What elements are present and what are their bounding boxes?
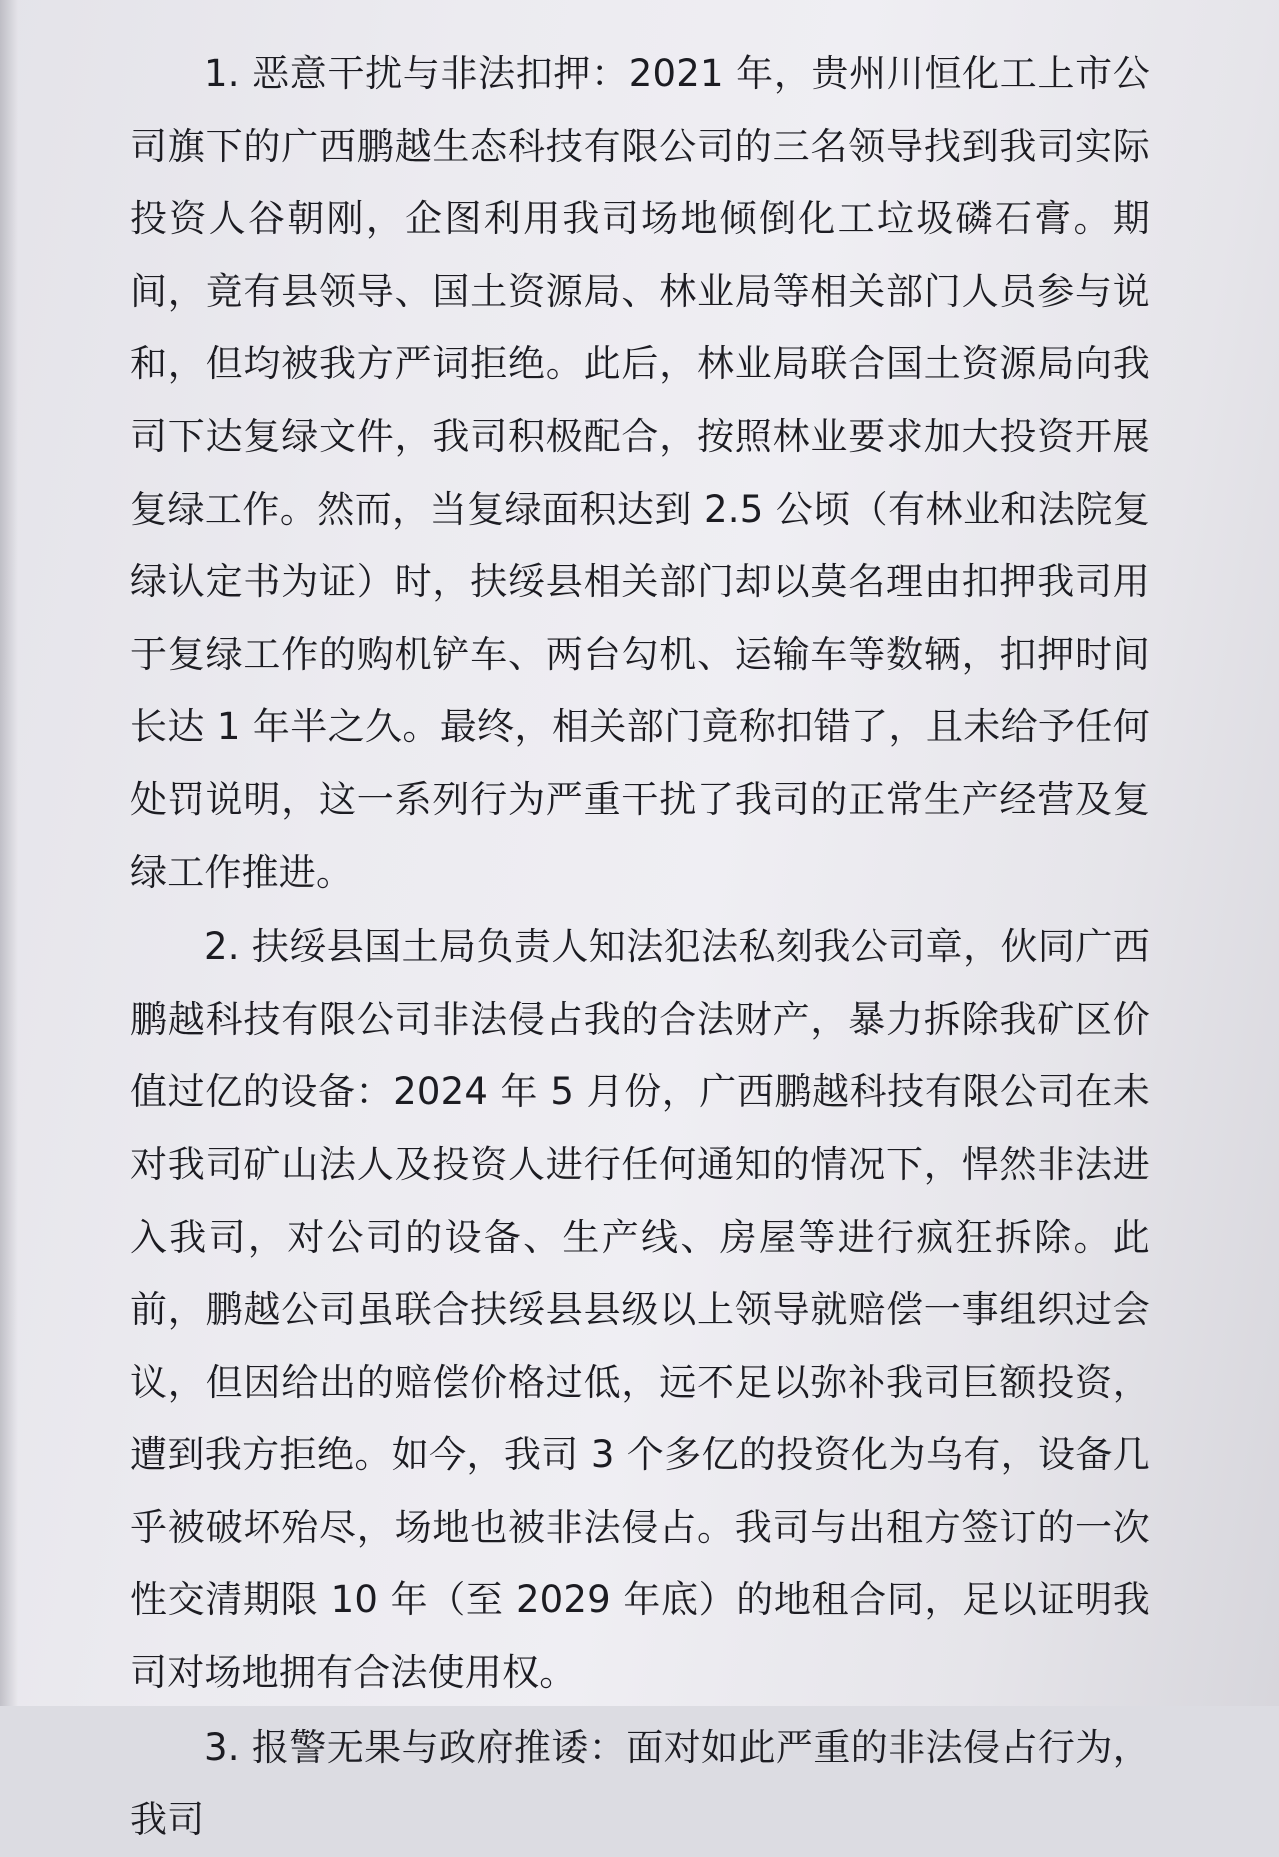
paragraph-1: 1. 恶意干扰与非法扣押：2021 年，贵州川恒化工上市公司旗下的广西鹏越生态科技有限公司的三名领导找到我司实际投资人谷朝刚，企图利用我司场地倾倒化工垃圾磷石膏。期间，竟有县领导、国土资源局、林业局等相关部门人员参与说和，但均被我方严词拒绝。此后，林业局联合国土资源局向我司下达复绿文件，我司积极配合，按照林业要求加大投资开展复绿工作。然而，当复绿面积达到 2.5 公顷（有林业和法院复绿认定书为证）时，扶绥县相关部门却以莫名理由扣押我司用于复绿工作的购机铲车、两台勾机、运输车等数辆，扣押时间长达 1 年半之久。最终，相关部门竟称扣错了，且未给予任何处罚说明，这一系列行为严重干扰了我司的正常生产经营及复绿工作推进。 <box>130 52 1150 894</box>
paragraph-2: 2. 扶绥县国土局负责人知法犯法私刻我公司章，伙同广西鹏越科技有限公司非法侵占我的合法财产，暴力拆除我矿区价值过亿的设备：2024 年 5 月份，广西鹏越科技有限公司在未对我司矿山法人及投资人进行任何通知的情况下，悍然非法进入我司，对公司的设备、生产线、房屋等进行疯狂拆除。此前，鹏越公司虽联合扶绥县县级以上领导就赔偿一事组织过会议，但因给出的赔偿价格过低，远不足以弥补我司巨额投资，遭到我方拒绝。如今，我司 3 个多亿的投资化为乌有，设备几乎被破坏殆尽，场地也被非法侵占。我司与出租方签订的一次性交清期限 10 年（至 2029 年底）的地租合同，足以证明我司对场地拥有合法使用权。 <box>130 925 1150 1695</box>
paragraph-3: 3. 报警无果与政府推诿：面对如此严重的非法侵占行为，我司 <box>130 1725 1150 1842</box>
document-body <box>130 38 1150 1857</box>
page-edge-shadow <box>0 0 18 1706</box>
